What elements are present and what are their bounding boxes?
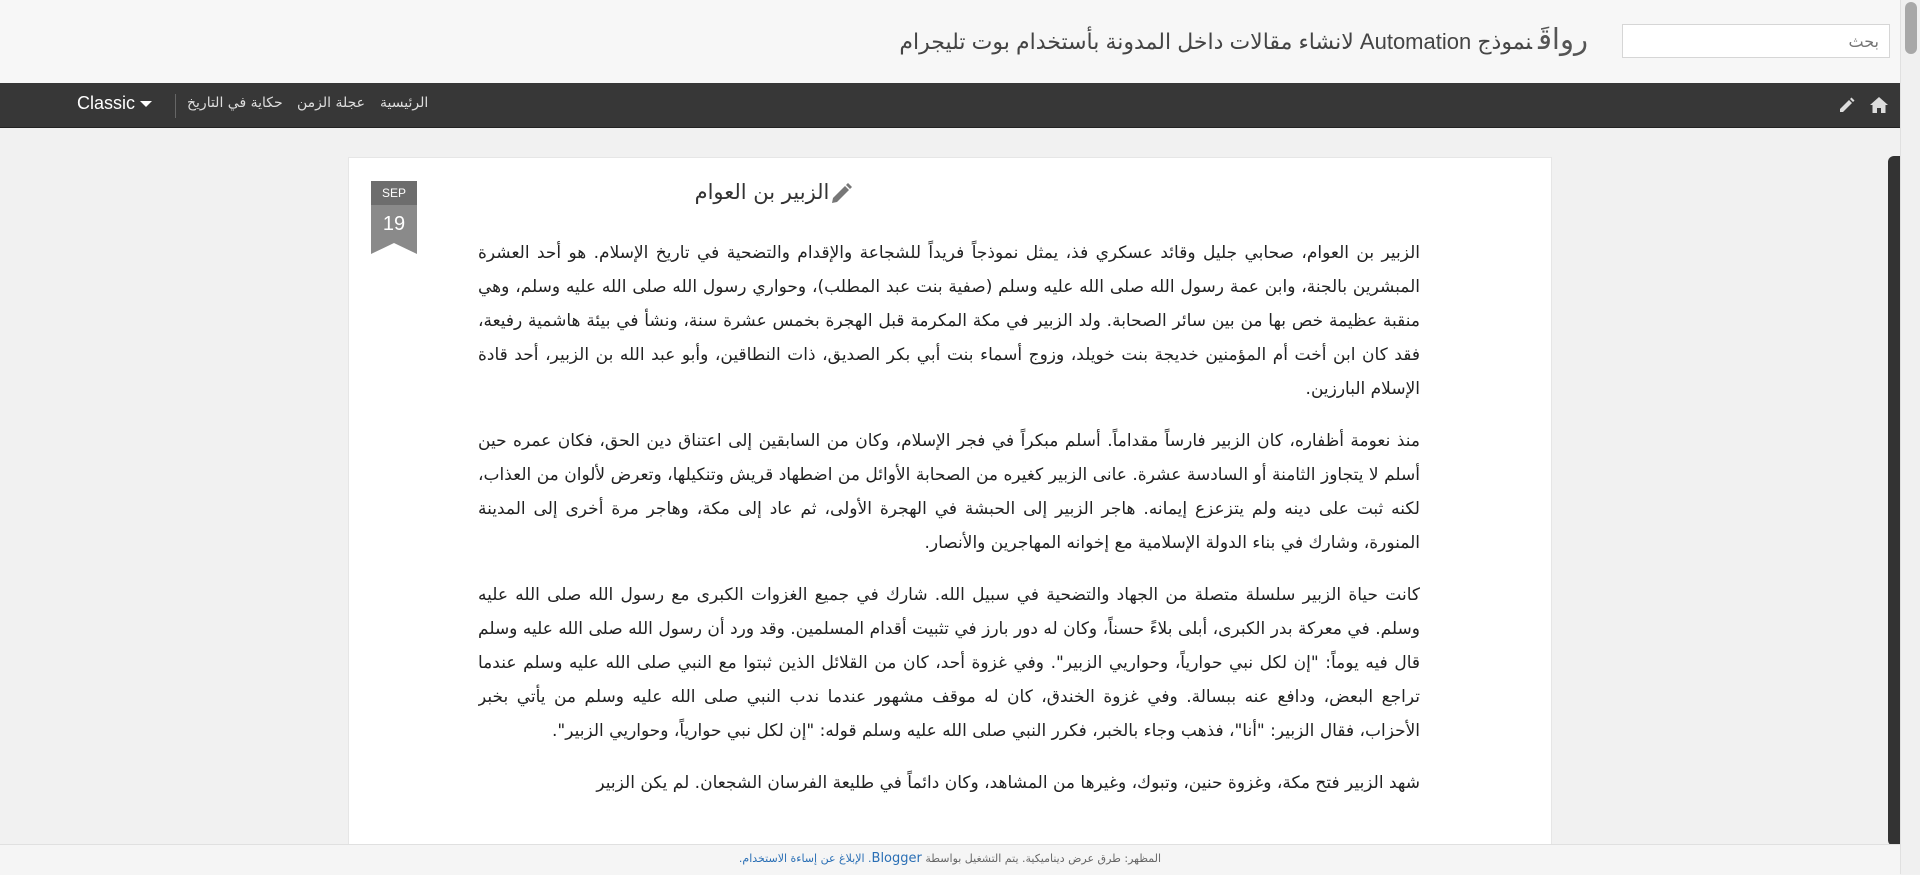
report-abuse-link[interactable]: . الإبلاغ عن إساءة الاستخدام. bbox=[738, 852, 872, 865]
nav-home[interactable]: الرئيسية bbox=[380, 95, 429, 111]
view-selector-dropdown[interactable] bbox=[77, 93, 152, 114]
edit-post-icon[interactable] bbox=[829, 182, 853, 206]
nav-divider bbox=[175, 94, 176, 118]
blogger-link[interactable]: Blogger bbox=[871, 851, 922, 866]
attribution-bar bbox=[0, 844, 1900, 875]
search-input[interactable] bbox=[1622, 24, 1890, 58]
scrollbar-thumb[interactable] bbox=[1905, 2, 1917, 54]
post-title-text[interactable]: الزبير بن العوام bbox=[694, 180, 830, 204]
post-date-month: SEP bbox=[371, 181, 417, 205]
post-date-badge bbox=[371, 181, 417, 254]
home-icon[interactable] bbox=[1869, 95, 1889, 115]
post-paragraph: الزبير بن العوام، صحابي جليل وقائد عسكري فذ، يمثل نموذجاً فريداً للشجاعة والإقدام والتضحية في تاريخ الإسلام. هو أحد العشرة المبشرين بالجنة، وابن عمة رسول الله صلى الله عليه وسلم (صفية بنت عبد المطلب)، وحواري رسول الله صلى الله عليه وسلم، وهي منقبة عظيمة خص بها من بين سائر الصحابة. ولد الزبير في مكة المكرمة قبل الهجرة بخمس عشرة سنة، ونشأ في بيئة هاشمية رفيعة، فقد كان ابن أخت أم المؤمنين خديجة بنت خويلد، وزوج أسماء بنت أبي بكر الصديق، ذات النطاقين، وأبو عبد الله بن الزبير، أحد قادة الإسلام البارزين. bbox=[478, 243, 1420, 399]
blog-header bbox=[0, 0, 1900, 84]
attribution-text bbox=[0, 851, 1900, 866]
caret-down-icon bbox=[140, 101, 152, 107]
post-date-day: 19 bbox=[371, 205, 417, 243]
post-paragraph: شهد الزبير فتح مكة، وغزوة حنين، وتبوك، وغيرها من المشاهد، وكان دائماً في طليعة الفرسان الشجعان. لم يكن الزبير bbox=[596, 773, 1420, 793]
blog-title[interactable] bbox=[899, 22, 1588, 60]
blog-title-text[interactable]: نموذج Automation لانشاء مقالات داخل المدونة بأستخدام بوت تليجرام bbox=[899, 29, 1533, 54]
ribbon-tail bbox=[371, 243, 417, 254]
post-body bbox=[478, 236, 1420, 846]
post-title bbox=[480, 180, 1076, 206]
navigation-bar bbox=[0, 83, 1900, 128]
view-selector-label: Classic bbox=[77, 93, 136, 113]
blog-brand[interactable]: رواقَ bbox=[1538, 24, 1588, 56]
sidebar-toggle-tab[interactable] bbox=[1888, 156, 1900, 846]
theme-text: المظهر: طرق عرض ديناميكية. يتم التشغيل بواسطة bbox=[925, 852, 1162, 865]
post-paragraph: كانت حياة الزبير سلسلة متصلة من الجهاد والتضحية في سبيل الله. شارك في جميع الغزوات الكبرى مع رسول الله صلى الله عليه وسلم. في معركة بدر الكبرى، أبلى بلاءً حسناً، وكان له دور بارز في تثبيت أقدام المسلمين. وقد ورد أن رسول الله صلى الله عليه وسلم قال فيه يوماً: "إن لكل نبي حوارياً، وحواريي الزبير". وفي غزوة أحد، كان من القلائل الذين ثبتوا مع النبي صلى الله عليه وسلم عندما تراجع البعض، ودافع عنه ببسالة. وفي غزوة الخندق، كان له موقف مشهور عندما ندب النبي صلى الله عليه وسلم من يأتي بخبر الأحزاب، فقال الزبير: "أنا"، فذهب وجاء بالخبر، فكرر النبي صلى الله عليه وسلم قوله: "إن لكل نبي حوارياً، وحواريي الزبير". bbox=[478, 585, 1420, 741]
pencil-icon[interactable] bbox=[1838, 95, 1856, 115]
nav-time-wheel[interactable]: عجلة الزمن bbox=[297, 95, 366, 111]
post-paragraph: منذ نعومة أظفاره، كان الزبير فارساً مقداماً. أسلم مبكراً في فجر الإسلام، وكان من السابقين إلى اعتناق دين الحق، فكان عمره حين أسلم لا يتجاوز الثامنة أو السادسة عشرة. عانى الزبير كغيره من الصحابة الأوائل من اضطهاد قريش وتنكيلها، وتعرض لألوان من العذاب، لكنه ثبت على دينه ولم يتزعزع إيمانه. هاجر الزبير إلى الحبشة في الهجرة الأولى، ثم عاد إلى مكة، وهاجر مرة أخرى إلى المدينة المنورة، وشارك في بناء الدولة الإسلامية مع إخوانه المهاجرين والأنصار. bbox=[478, 431, 1420, 553]
nav-history-tale[interactable]: حكاية في التاريخ bbox=[187, 95, 283, 111]
page-scrollbar[interactable] bbox=[1900, 0, 1920, 874]
